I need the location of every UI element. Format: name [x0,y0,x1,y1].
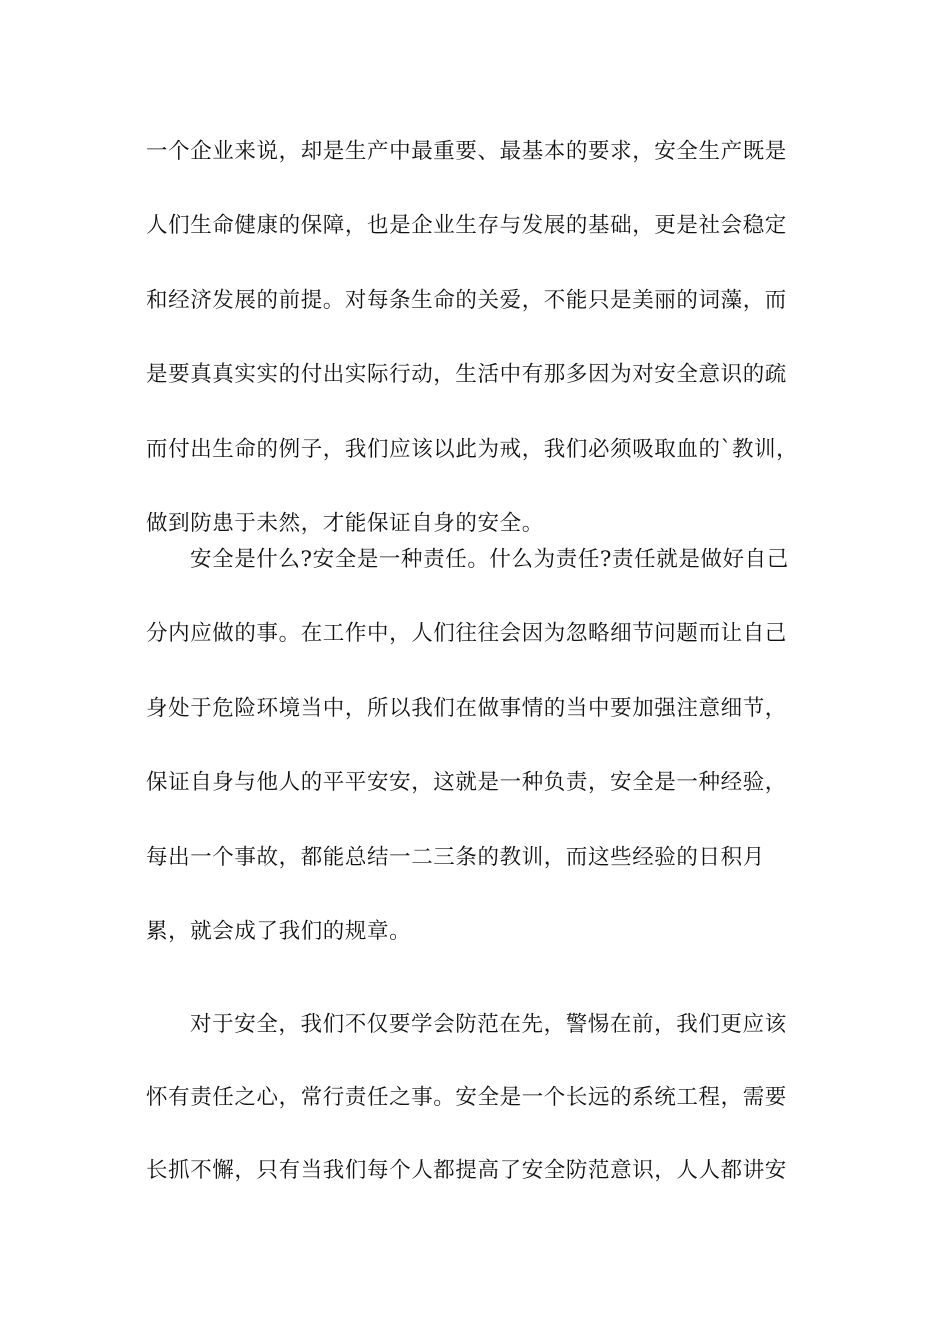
text-line: 怀有责任之心，常行责任之事。安全是一个长远的系统工程，需要 [146,1085,787,1110]
text-line: 长抓不懈，只有当我们每个人都提高了安全防范意识，人人都讲安 [146,1158,787,1183]
text-line: 而付出生命的例子，我们应该以此为戒，我们必须吸取血的`教训， [146,437,799,462]
text-line: 身处于危险环境当中，所以我们在做事情的当中要加强注意细节， [146,696,787,721]
text-line: 人们生命健康的保障，也是企业生存与发展的基础，更是社会稳定 [146,213,787,238]
text-line: 和经济发展的前提。对每条生命的关爱，不能只是美丽的词藻，而 [146,288,787,313]
text-line: 是要真真实实的付出实际行动，生活中有那多因为对安全意识的疏 [146,362,787,387]
paragraph-first-line: 对于安全，我们不仅要学会防范在先，警惕在前，我们更应该 [190,1012,787,1037]
text-line: 保证自身与他人的平平安安，这就是一种负责，安全是一种经验， [146,770,787,795]
text-line: 一个企业来说，却是生产中最重要、最基本的要求，安全生产既是 [146,139,787,164]
text-line: 分内应做的事。在工作中，人们往往会因为忽略细节问题而让自己 [146,621,787,646]
text-line: 累，就会成了我们的规章。 [146,919,412,944]
paragraph-first-line: 安全是什么?安全是一种责任。什么为责任?责任就是做好自己 [190,547,789,572]
text-line: 每出一个事故，都能总结一二三条的教训，而这些经验的日积月 [146,845,765,870]
text-line: 做到防患于未然，才能保证自身的安全。 [146,511,544,536]
